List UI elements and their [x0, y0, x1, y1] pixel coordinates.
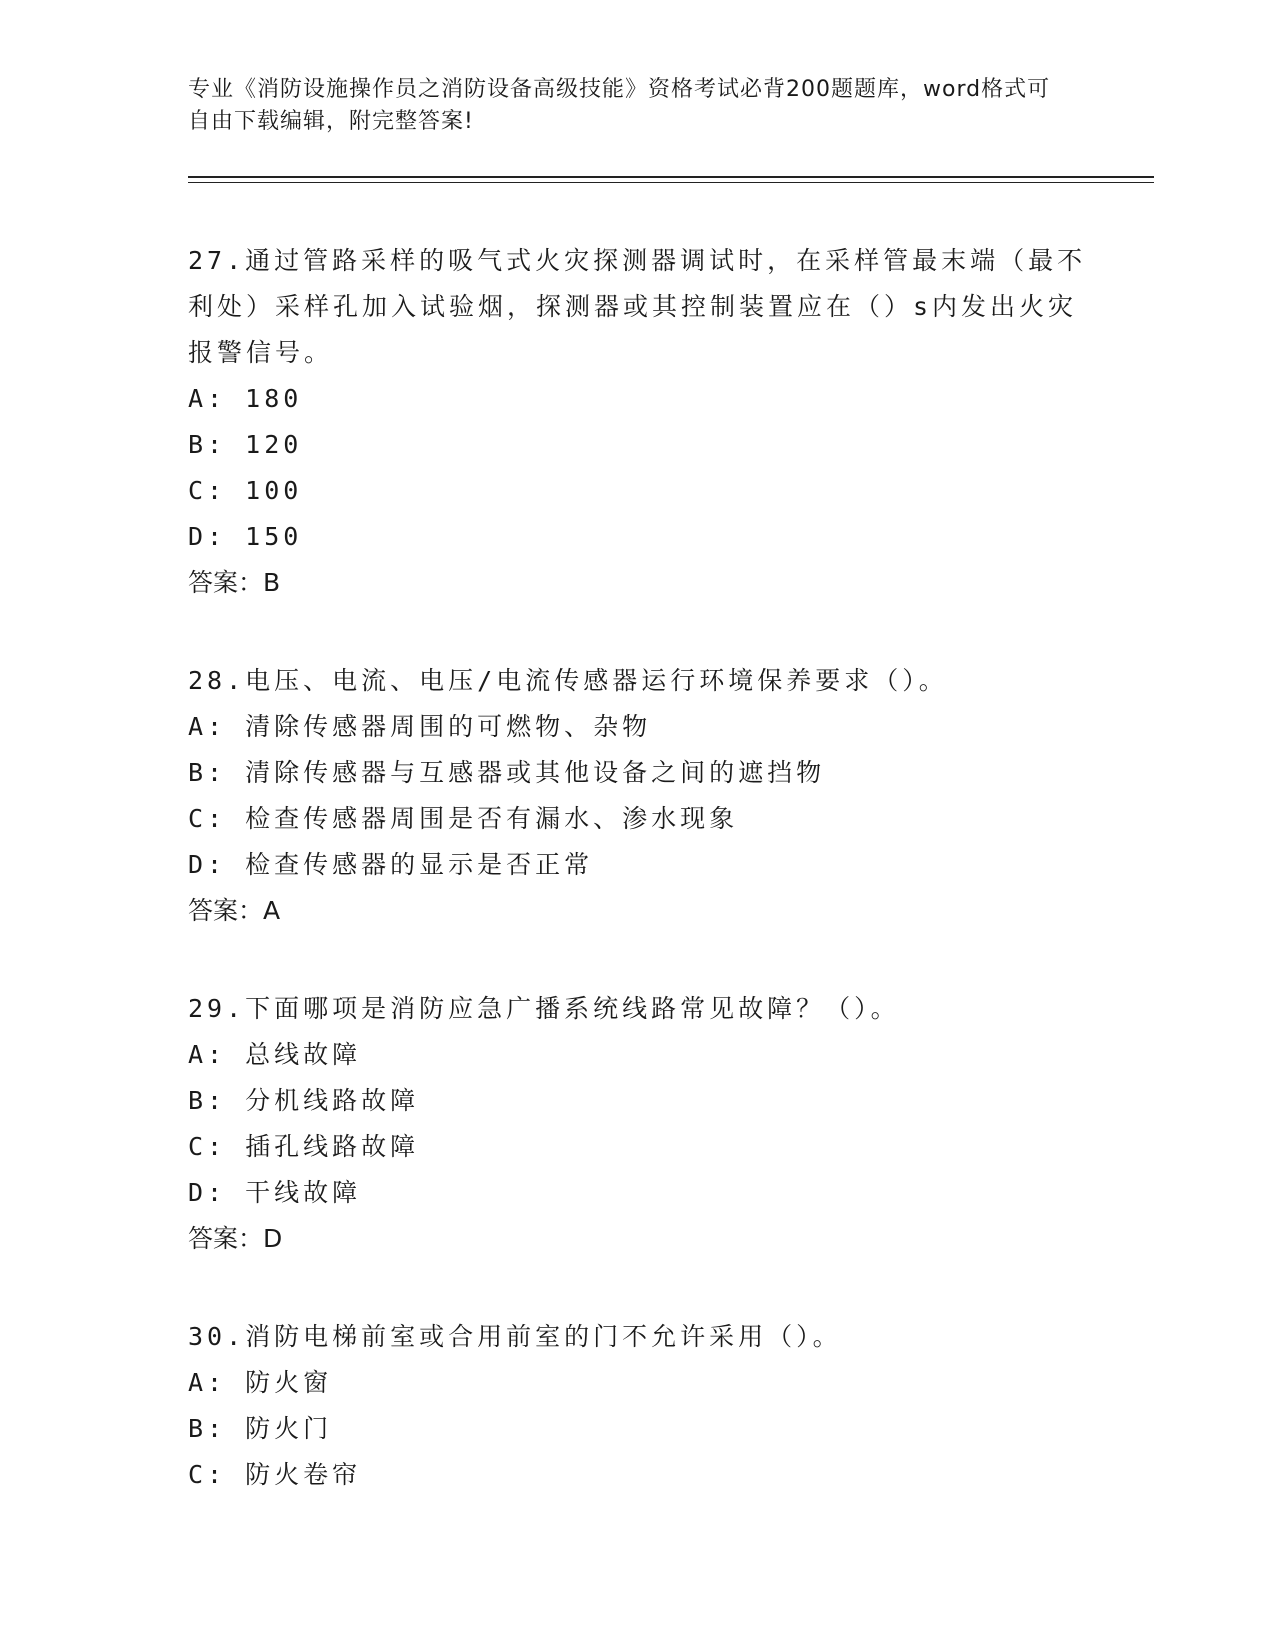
- option-d: D: 干线故障: [188, 1178, 362, 1207]
- header-rule-thick: [188, 176, 1154, 178]
- option-a: A: 清除传感器周围的可燃物、杂物: [188, 712, 652, 741]
- question-stem: 27.通过管路采样的吸气式火灾探测器调试时，在采样管最末端（最不利处）采样孔加入试验烟，探测器或其控制装置应在（）s内发出火灾报警信号。: [188, 246, 1087, 367]
- question-stem: 30.消防电梯前室或合用前室的门不允许采用（）。: [188, 1322, 842, 1351]
- question-28: [188, 658, 1088, 934]
- answer-line: 答案：B: [188, 568, 281, 597]
- option-d: D: 150: [188, 522, 303, 551]
- question-stem: 29.下面哪项是消防应急广播系统线路常见故障？（）。: [188, 994, 900, 1023]
- question-list: [188, 238, 1088, 1498]
- option-b: B: 防火门: [188, 1414, 333, 1443]
- question-29: [188, 986, 1088, 1262]
- document-header: 专业《消防设施操作员之消防设备高级技能》资格考试必背200题题库，word格式可自由下载编辑，附完整答案!: [188, 77, 1051, 134]
- question-30: [188, 1314, 1088, 1498]
- option-a: A: 180: [188, 384, 303, 413]
- option-d: D: 检查传感器的显示是否正常: [188, 850, 594, 879]
- option-c: C: 检查传感器周围是否有漏水、渗水现象: [188, 804, 739, 833]
- option-b: B: 清除传感器与互感器或其他设备之间的遮挡物: [188, 758, 826, 787]
- option-c: C: 插孔线路故障: [188, 1132, 420, 1161]
- spacer: [188, 1262, 1088, 1314]
- spacer: [188, 934, 1088, 986]
- answer-line: 答案：A: [188, 896, 281, 925]
- option-b: B: 120: [188, 430, 303, 459]
- question-stem: 28.电压、电流、电压/电流传感器运行环境保养要求（）。: [188, 666, 948, 695]
- spacer: [188, 606, 1088, 658]
- option-c: C: 100: [188, 476, 303, 505]
- answer-line: 答案：D: [188, 1224, 283, 1253]
- option-a: A: 总线故障: [188, 1040, 362, 1069]
- option-a: A: 防火窗: [188, 1368, 333, 1397]
- question-27: [188, 238, 1088, 606]
- option-b: B: 分机线路故障: [188, 1086, 420, 1115]
- header-rule-thin: [188, 182, 1154, 183]
- option-c: C: 防火卷帘: [188, 1460, 362, 1489]
